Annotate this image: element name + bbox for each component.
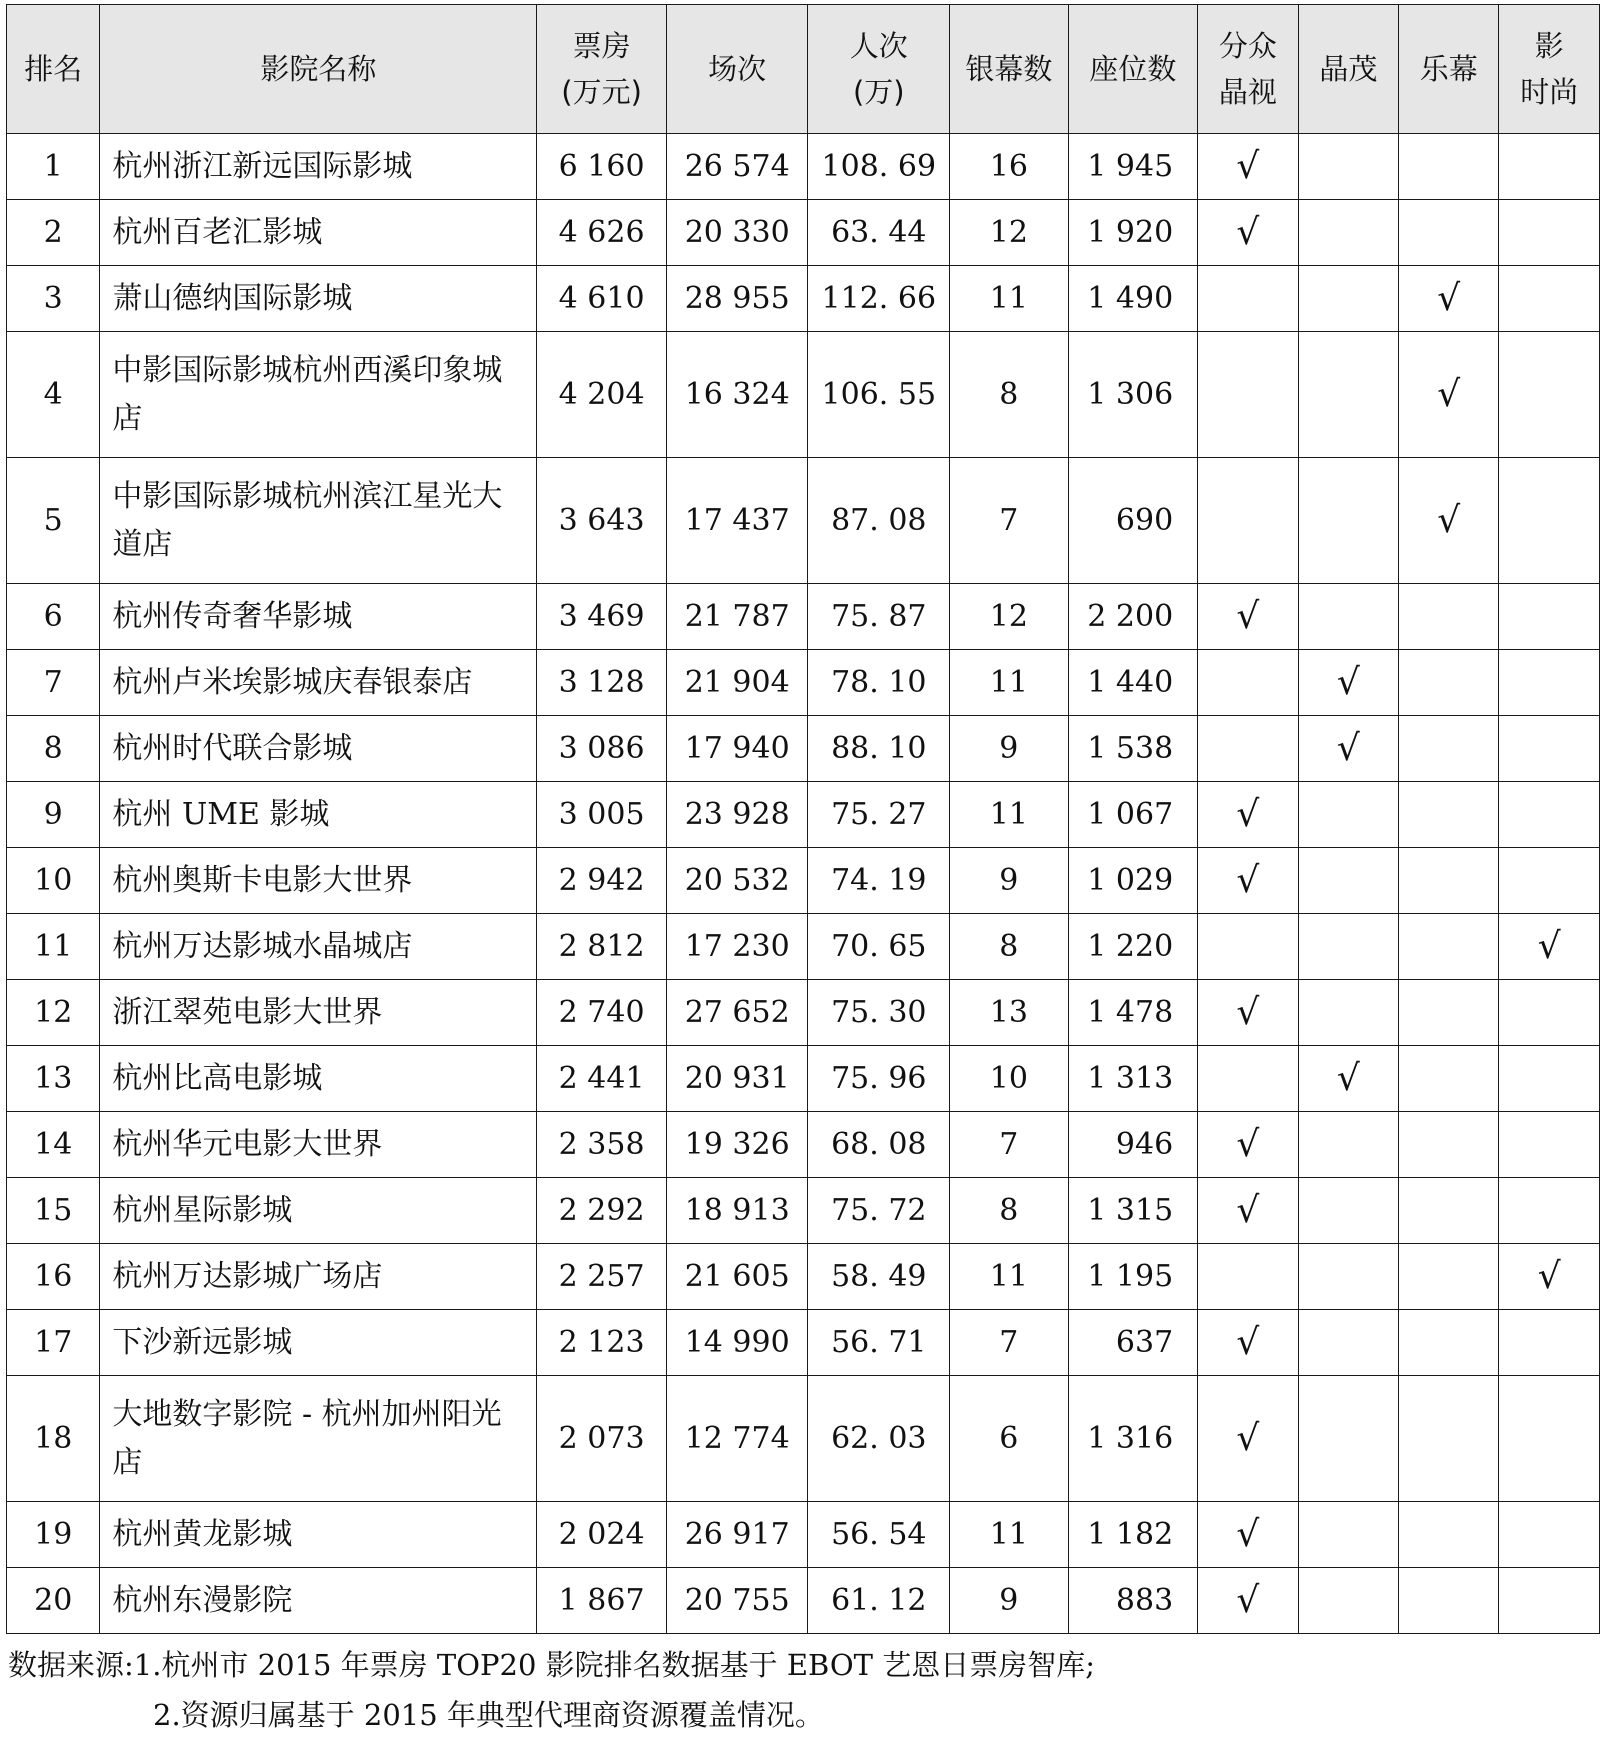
cell-yingshishang xyxy=(1499,458,1600,584)
cell-name: 杭州万达影城水晶城店 xyxy=(100,914,537,980)
cell-fenzhong xyxy=(1198,1178,1298,1244)
cell-shows: 19 326 xyxy=(666,1112,808,1178)
table-body xyxy=(7,134,1600,1634)
cell-fenzhong xyxy=(1198,584,1298,650)
cell-fenzhong xyxy=(1198,200,1298,266)
table-row xyxy=(7,980,1600,1046)
cell-screens: 9 xyxy=(950,716,1069,782)
cell-shows: 17 437 xyxy=(666,458,808,584)
cell-fenzhong xyxy=(1198,1310,1298,1376)
cell-name: 杭州卢米埃影城庆春银泰店 xyxy=(100,650,537,716)
check-mark-icon: √ xyxy=(1336,727,1360,769)
cell-attendance: 61. 12 xyxy=(808,1568,950,1634)
check-mark-icon: √ xyxy=(1437,499,1461,541)
cell-screens: 11 xyxy=(950,266,1069,332)
cell-fenzhong xyxy=(1198,650,1298,716)
cell-screens: 7 xyxy=(950,1310,1069,1376)
cell-seats: 1 315 xyxy=(1068,1178,1198,1244)
cell-name: 杭州浙江新远国际影城 xyxy=(100,134,537,200)
cell-yingshishang xyxy=(1499,980,1600,1046)
cell-fenzhong xyxy=(1198,914,1298,980)
check-mark-icon: √ xyxy=(1236,1513,1260,1555)
cell-screens: 8 xyxy=(950,332,1069,458)
check-mark-icon: √ xyxy=(1236,211,1260,253)
cell-jingmao xyxy=(1298,1046,1398,1112)
cell-jingmao xyxy=(1298,980,1398,1046)
cell-attendance: 112. 66 xyxy=(808,266,950,332)
cell-fenzhong xyxy=(1198,782,1298,848)
cell-box-office: 4 626 xyxy=(537,200,667,266)
cell-yingshishang xyxy=(1499,1112,1600,1178)
cell-seats: 2 200 xyxy=(1068,584,1198,650)
cell-shows: 27 652 xyxy=(666,980,808,1046)
cell-name: 下沙新远影城 xyxy=(100,1310,537,1376)
cell-attendance: 75. 27 xyxy=(808,782,950,848)
cell-screens: 16 xyxy=(950,134,1069,200)
column-header-text: 晶视 xyxy=(1218,75,1277,109)
cell-lemu xyxy=(1399,1046,1499,1112)
cell-yingshishang xyxy=(1499,1502,1600,1568)
column-header-text: 人次 xyxy=(849,29,908,63)
column-header-text: 分众 xyxy=(1218,29,1277,63)
check-mark-icon: √ xyxy=(1437,277,1461,319)
cell-jingmao xyxy=(1298,332,1398,458)
table-row xyxy=(7,332,1600,458)
cinema-ranking-table-wrapper xyxy=(6,4,1600,1634)
source-note-line-1: 数据来源:1.杭州市 2015 年票房 TOP20 影院排名数据基于 EBOT 艺恩日票房智库; xyxy=(8,1648,1095,1682)
cell-yingshishang xyxy=(1499,1310,1600,1376)
source-notes xyxy=(8,1640,1095,1740)
cell-shows: 21 904 xyxy=(666,650,808,716)
cell-name: 杭州百老汇影城 xyxy=(100,200,537,266)
cell-name: 杭州 UME 影城 xyxy=(100,782,537,848)
cell-seats: 1 490 xyxy=(1068,266,1198,332)
cell-fenzhong xyxy=(1198,1568,1298,1634)
check-mark-icon: √ xyxy=(1236,1579,1260,1621)
cell-lemu xyxy=(1399,458,1499,584)
table-row xyxy=(7,848,1600,914)
check-mark-icon: √ xyxy=(1537,925,1561,967)
column-header-text: 场次 xyxy=(708,52,767,86)
cell-screens: 11 xyxy=(950,650,1069,716)
check-mark-icon: √ xyxy=(1437,373,1461,415)
column-header-jingmao xyxy=(1298,5,1398,134)
cell-shows: 20 532 xyxy=(666,848,808,914)
cell-rank: 6 xyxy=(7,584,100,650)
cell-yingshishang xyxy=(1499,716,1600,782)
cell-rank: 7 xyxy=(7,650,100,716)
cell-name: 杭州奥斯卡电影大世界 xyxy=(100,848,537,914)
table-row xyxy=(7,1178,1600,1244)
cell-seats: 690 xyxy=(1068,458,1198,584)
cell-yingshishang xyxy=(1499,782,1600,848)
cell-attendance: 88. 10 xyxy=(808,716,950,782)
column-header-shows xyxy=(666,5,808,134)
cell-fenzhong xyxy=(1198,458,1298,584)
cell-screens: 8 xyxy=(950,914,1069,980)
check-mark-icon: √ xyxy=(1236,991,1260,1033)
cell-jingmao xyxy=(1298,266,1398,332)
cell-jingmao xyxy=(1298,200,1398,266)
cell-screens: 13 xyxy=(950,980,1069,1046)
cell-rank: 10 xyxy=(7,848,100,914)
cell-attendance: 62. 03 xyxy=(808,1376,950,1502)
cell-seats: 946 xyxy=(1068,1112,1198,1178)
cell-attendance: 75. 72 xyxy=(808,1178,950,1244)
source-note-line-2: 2.资源归属基于 2015 年典型代理商资源覆盖情况。 xyxy=(153,1698,824,1732)
cell-name: 杭州东漫影院 xyxy=(100,1568,537,1634)
cell-yingshishang xyxy=(1499,1376,1600,1502)
cell-name: 中影国际影城杭州西溪印象城店 xyxy=(100,332,537,458)
cell-jingmao xyxy=(1298,650,1398,716)
cell-lemu xyxy=(1399,1310,1499,1376)
cell-rank: 15 xyxy=(7,1178,100,1244)
table-row xyxy=(7,650,1600,716)
column-header-text: 票房 xyxy=(572,29,631,63)
table-row xyxy=(7,914,1600,980)
cell-seats: 1 195 xyxy=(1068,1244,1198,1310)
cell-attendance: 108. 69 xyxy=(808,134,950,200)
cell-seats: 1 067 xyxy=(1068,782,1198,848)
cell-name: 中影国际影城杭州滨江星光大道店 xyxy=(100,458,537,584)
check-mark-icon: √ xyxy=(1236,1189,1260,1231)
cell-jingmao xyxy=(1298,134,1398,200)
cell-box-office: 6 160 xyxy=(537,134,667,200)
cell-attendance: 58. 49 xyxy=(808,1244,950,1310)
cell-yingshishang xyxy=(1499,200,1600,266)
table-row xyxy=(7,1376,1600,1502)
cell-lemu xyxy=(1399,266,1499,332)
column-header-seats xyxy=(1068,5,1198,134)
cell-yingshishang xyxy=(1499,1046,1600,1112)
cell-box-office: 2 942 xyxy=(537,848,667,914)
cell-screens: 10 xyxy=(950,1046,1069,1112)
cell-name: 大地数字影院 - 杭州加州阳光店 xyxy=(100,1376,537,1502)
cell-seats: 1 316 xyxy=(1068,1376,1198,1502)
column-header-text: 银幕数 xyxy=(965,52,1053,86)
check-mark-icon: √ xyxy=(1236,1321,1260,1363)
column-header-lemu xyxy=(1399,5,1499,134)
table-row xyxy=(7,782,1600,848)
cell-shows: 26 917 xyxy=(666,1502,808,1568)
cell-box-office: 2 024 xyxy=(537,1502,667,1568)
cell-seats: 1 440 xyxy=(1068,650,1198,716)
cell-lemu xyxy=(1399,200,1499,266)
column-header-text: 时尚 xyxy=(1520,75,1579,109)
check-mark-icon: √ xyxy=(1236,1123,1260,1165)
cell-rank: 17 xyxy=(7,1310,100,1376)
cell-name: 杭州星际影城 xyxy=(100,1178,537,1244)
cell-shows: 21 605 xyxy=(666,1244,808,1310)
cell-name: 杭州黄龙影城 xyxy=(100,1502,537,1568)
cell-box-office: 3 005 xyxy=(537,782,667,848)
cell-seats: 1 182 xyxy=(1068,1502,1198,1568)
cell-seats: 1 920 xyxy=(1068,200,1198,266)
cell-seats: 1 313 xyxy=(1068,1046,1198,1112)
cell-jingmao xyxy=(1298,1376,1398,1502)
cell-jingmao xyxy=(1298,1502,1398,1568)
cell-lemu xyxy=(1399,1244,1499,1310)
cell-seats: 1 945 xyxy=(1068,134,1198,200)
column-header-attendance xyxy=(808,5,950,134)
cell-box-office: 4 204 xyxy=(537,332,667,458)
cell-rank: 19 xyxy=(7,1502,100,1568)
table-row xyxy=(7,584,1600,650)
check-mark-icon: √ xyxy=(1236,1417,1260,1459)
cell-yingshishang xyxy=(1499,266,1600,332)
cell-yingshishang xyxy=(1499,134,1600,200)
check-mark-icon: √ xyxy=(1236,595,1260,637)
cell-shows: 14 990 xyxy=(666,1310,808,1376)
cell-attendance: 70. 65 xyxy=(808,914,950,980)
cell-name: 杭州时代联合影城 xyxy=(100,716,537,782)
cell-rank: 8 xyxy=(7,716,100,782)
column-header-text: 晶茂 xyxy=(1319,52,1378,86)
cell-shows: 21 787 xyxy=(666,584,808,650)
table-row xyxy=(7,458,1600,584)
table-row xyxy=(7,200,1600,266)
cell-fenzhong xyxy=(1198,1112,1298,1178)
cell-screens: 9 xyxy=(950,1568,1069,1634)
cell-box-office: 2 740 xyxy=(537,980,667,1046)
cell-name: 杭州比高电影城 xyxy=(100,1046,537,1112)
cell-lemu xyxy=(1399,782,1499,848)
cell-lemu xyxy=(1399,584,1499,650)
cell-rank: 20 xyxy=(7,1568,100,1634)
cell-box-office: 3 469 xyxy=(537,584,667,650)
cell-screens: 7 xyxy=(950,458,1069,584)
cell-fenzhong xyxy=(1198,1244,1298,1310)
cell-lemu xyxy=(1399,848,1499,914)
cell-fenzhong xyxy=(1198,1046,1298,1112)
table-row xyxy=(7,1310,1600,1376)
column-header-text: 座位数 xyxy=(1089,52,1177,86)
cell-shows: 23 928 xyxy=(666,782,808,848)
cell-lemu xyxy=(1399,1502,1499,1568)
cell-box-office: 3 643 xyxy=(537,458,667,584)
cell-box-office: 4 610 xyxy=(537,266,667,332)
cell-jingmao xyxy=(1298,1568,1398,1634)
cell-lemu xyxy=(1399,980,1499,1046)
cell-attendance: 56. 54 xyxy=(808,1502,950,1568)
cell-rank: 5 xyxy=(7,458,100,584)
cell-rank: 18 xyxy=(7,1376,100,1502)
column-header-text: 排名 xyxy=(24,52,83,86)
cell-box-office: 2 292 xyxy=(537,1178,667,1244)
cell-shows: 20 931 xyxy=(666,1046,808,1112)
table-header-row xyxy=(7,5,1600,134)
column-header-box_office xyxy=(537,5,667,134)
cell-rank: 4 xyxy=(7,332,100,458)
cell-screens: 8 xyxy=(950,1178,1069,1244)
cell-attendance: 78. 10 xyxy=(808,650,950,716)
cell-rank: 12 xyxy=(7,980,100,1046)
table-row xyxy=(7,266,1600,332)
cell-attendance: 63. 44 xyxy=(808,200,950,266)
cell-lemu xyxy=(1399,134,1499,200)
column-header-screens xyxy=(950,5,1069,134)
cell-lemu xyxy=(1399,914,1499,980)
cell-box-office: 2 073 xyxy=(537,1376,667,1502)
cell-shows: 17 230 xyxy=(666,914,808,980)
cell-shows: 16 324 xyxy=(666,332,808,458)
cell-rank: 14 xyxy=(7,1112,100,1178)
cell-seats: 883 xyxy=(1068,1568,1198,1634)
cell-box-office: 2 123 xyxy=(537,1310,667,1376)
cell-seats: 1 478 xyxy=(1068,980,1198,1046)
cell-shows: 26 574 xyxy=(666,134,808,200)
cell-shows: 20 330 xyxy=(666,200,808,266)
column-header-name xyxy=(100,5,537,134)
cell-name: 杭州传奇奢华影城 xyxy=(100,584,537,650)
cell-box-office: 3 086 xyxy=(537,716,667,782)
cell-screens: 11 xyxy=(950,782,1069,848)
cell-rank: 9 xyxy=(7,782,100,848)
cell-fenzhong xyxy=(1198,980,1298,1046)
cell-jingmao xyxy=(1298,848,1398,914)
cell-yingshishang xyxy=(1499,584,1600,650)
cell-jingmao xyxy=(1298,716,1398,782)
cell-attendance: 75. 87 xyxy=(808,584,950,650)
column-header-text: 乐幕 xyxy=(1419,52,1478,86)
cell-jingmao xyxy=(1298,1178,1398,1244)
cell-attendance: 106. 55 xyxy=(808,332,950,458)
cell-jingmao xyxy=(1298,1310,1398,1376)
cell-fenzhong xyxy=(1198,266,1298,332)
cell-rank: 13 xyxy=(7,1046,100,1112)
check-mark-icon: √ xyxy=(1236,859,1260,901)
cell-attendance: 68. 08 xyxy=(808,1112,950,1178)
cell-fenzhong xyxy=(1198,716,1298,782)
check-mark-icon: √ xyxy=(1336,1057,1360,1099)
cell-name: 杭州万达影城广场店 xyxy=(100,1244,537,1310)
cell-lemu xyxy=(1399,1376,1499,1502)
cell-jingmao xyxy=(1298,914,1398,980)
cell-shows: 12 774 xyxy=(666,1376,808,1502)
cell-lemu xyxy=(1399,716,1499,782)
cell-name: 杭州华元电影大世界 xyxy=(100,1112,537,1178)
column-header-text: 影 xyxy=(1534,29,1564,63)
cell-screens: 7 xyxy=(950,1112,1069,1178)
cell-lemu xyxy=(1399,650,1499,716)
cell-rank: 3 xyxy=(7,266,100,332)
column-header-text: 影院名称 xyxy=(260,52,377,86)
cell-shows: 17 940 xyxy=(666,716,808,782)
cell-name: 浙江翠苑电影大世界 xyxy=(100,980,537,1046)
table-row xyxy=(7,1112,1600,1178)
cell-lemu xyxy=(1399,1568,1499,1634)
cell-box-office: 2 257 xyxy=(537,1244,667,1310)
cell-attendance: 56. 71 xyxy=(808,1310,950,1376)
table-row xyxy=(7,1568,1600,1634)
cell-box-office: 2 812 xyxy=(537,914,667,980)
cell-yingshishang xyxy=(1499,1244,1600,1310)
cell-yingshishang xyxy=(1499,1568,1600,1634)
cell-jingmao xyxy=(1298,1244,1398,1310)
cell-name: 萧山德纳国际影城 xyxy=(100,266,537,332)
column-header-yingshishang xyxy=(1499,5,1600,134)
column-header-text: (万) xyxy=(852,75,905,109)
cell-rank: 1 xyxy=(7,134,100,200)
cell-attendance: 87. 08 xyxy=(808,458,950,584)
cell-lemu xyxy=(1399,1178,1499,1244)
cell-screens: 9 xyxy=(950,848,1069,914)
cell-seats: 1 306 xyxy=(1068,332,1198,458)
cell-fenzhong xyxy=(1198,1502,1298,1568)
column-header-rank xyxy=(7,5,100,134)
cell-attendance: 75. 30 xyxy=(808,980,950,1046)
cell-seats: 1 220 xyxy=(1068,914,1198,980)
cell-rank: 2 xyxy=(7,200,100,266)
cell-box-office: 1 867 xyxy=(537,1568,667,1634)
cinema-ranking-table xyxy=(6,4,1600,1634)
cell-shows: 18 913 xyxy=(666,1178,808,1244)
cell-fenzhong xyxy=(1198,332,1298,458)
column-header-fenzhong xyxy=(1198,5,1298,134)
cell-yingshishang xyxy=(1499,848,1600,914)
cell-yingshishang xyxy=(1499,650,1600,716)
cell-shows: 28 955 xyxy=(666,266,808,332)
cell-screens: 12 xyxy=(950,200,1069,266)
cell-seats: 637 xyxy=(1068,1310,1198,1376)
table-row xyxy=(7,1244,1600,1310)
cell-screens: 12 xyxy=(950,584,1069,650)
cell-lemu xyxy=(1399,1112,1499,1178)
cell-box-office: 2 441 xyxy=(537,1046,667,1112)
table-row xyxy=(7,134,1600,200)
cell-jingmao xyxy=(1298,782,1398,848)
cell-jingmao xyxy=(1298,458,1398,584)
table-row xyxy=(7,716,1600,782)
cell-yingshishang xyxy=(1499,914,1600,980)
check-mark-icon: √ xyxy=(1236,793,1260,835)
cell-box-office: 3 128 xyxy=(537,650,667,716)
table-row xyxy=(7,1502,1600,1568)
cell-rank: 11 xyxy=(7,914,100,980)
cell-box-office: 2 358 xyxy=(537,1112,667,1178)
cell-seats: 1 538 xyxy=(1068,716,1198,782)
cell-rank: 16 xyxy=(7,1244,100,1310)
cell-attendance: 75. 96 xyxy=(808,1046,950,1112)
cell-fenzhong xyxy=(1198,848,1298,914)
check-mark-icon: √ xyxy=(1236,145,1260,187)
cell-fenzhong xyxy=(1198,134,1298,200)
cell-yingshishang xyxy=(1499,332,1600,458)
cell-yingshishang xyxy=(1499,1178,1600,1244)
table-row xyxy=(7,1046,1600,1112)
cell-fenzhong xyxy=(1198,1376,1298,1502)
cell-screens: 6 xyxy=(950,1376,1069,1502)
cell-jingmao xyxy=(1298,1112,1398,1178)
cell-lemu xyxy=(1399,332,1499,458)
cell-seats: 1 029 xyxy=(1068,848,1198,914)
check-mark-icon: √ xyxy=(1336,661,1360,703)
cell-screens: 11 xyxy=(950,1244,1069,1310)
cell-screens: 11 xyxy=(950,1502,1069,1568)
check-mark-icon: √ xyxy=(1537,1255,1561,1297)
cell-attendance: 74. 19 xyxy=(808,848,950,914)
cell-shows: 20 755 xyxy=(666,1568,808,1634)
column-header-text: (万元) xyxy=(561,75,642,109)
cell-jingmao xyxy=(1298,584,1398,650)
